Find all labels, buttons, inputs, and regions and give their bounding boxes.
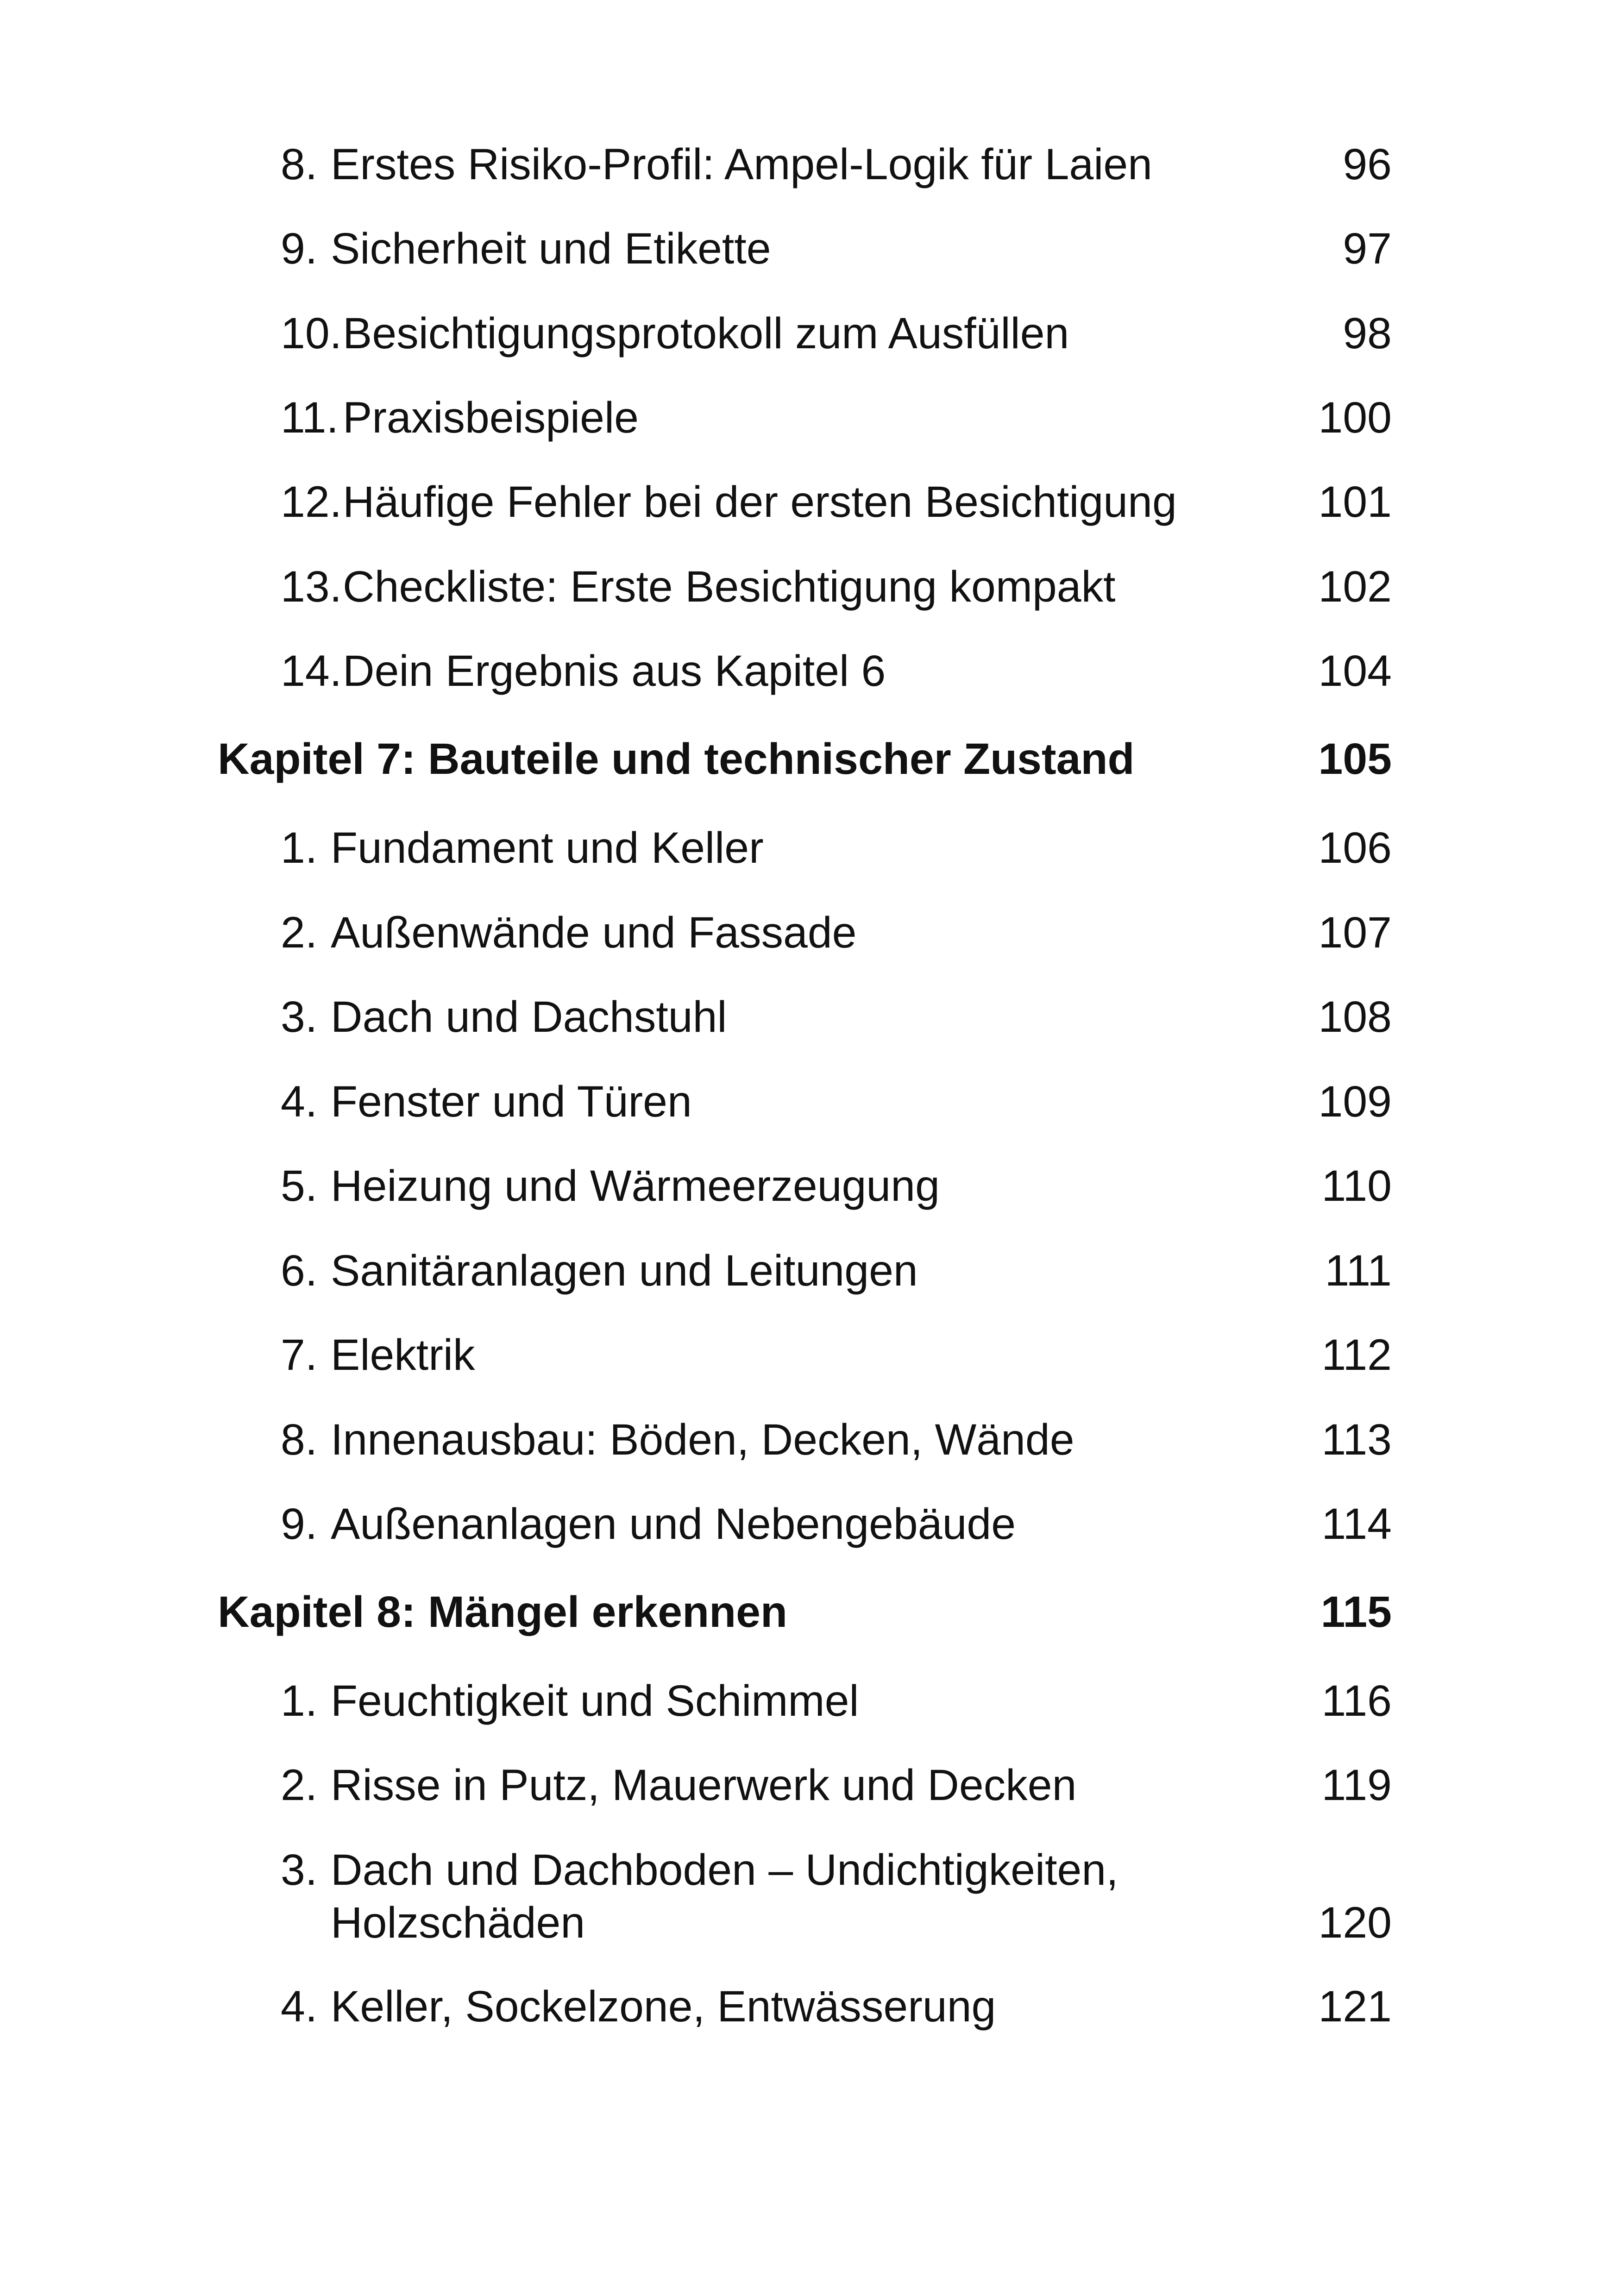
entry-number: 2. (281, 908, 318, 957)
chapter-title: Kapitel 8: Mängel erkennen (218, 1587, 788, 1637)
entry-number: 13. (281, 562, 342, 611)
entry-page-number: 114 (1321, 1499, 1392, 1549)
entry-page-number: 104 (1318, 646, 1392, 696)
entry-number: 6. (281, 1246, 318, 1295)
entry-title: Sicherheit und Etikette (331, 224, 771, 273)
entry-page-number: 106 (1318, 823, 1392, 872)
entry-number: 11. (281, 393, 339, 442)
entry-title: Risse in Putz, Mauerwerk und Decken (331, 1761, 1077, 1810)
entry-page-number: 98 (1343, 309, 1392, 358)
entry-title: Keller, Sockelzone, Entwässerung (331, 1982, 996, 2031)
entry-title: Sanitäranlagen und Leitungen (331, 1246, 918, 1295)
entry-title: Erstes Risiko-Profil: Ampel-Logik für Laien (331, 140, 1153, 189)
entry-number: 1. (281, 1676, 318, 1725)
entry-page-number: 120 (1318, 1898, 1392, 1947)
entry-title: Praxisbeispiele (343, 393, 639, 442)
entry-page-number: 102 (1318, 562, 1392, 611)
entry-number: 12. (281, 477, 342, 527)
entry-page-number: 110 (1321, 1161, 1392, 1211)
entry-number: 1. (281, 823, 318, 872)
entry-title: Dach und Dachboden – Undichtigkeiten, Holzschäden (331, 1845, 1118, 1947)
entry-page-number: 111 (1325, 1246, 1392, 1295)
entry-number: 5. (281, 1161, 318, 1211)
entry-page-number: 108 (1318, 992, 1392, 1041)
entry-page-number: 112 (1321, 1330, 1392, 1380)
chapter-title: Kapitel 7: Bauteile und technischer Zustand (218, 734, 1135, 784)
entry-page-number: 116 (1321, 1676, 1392, 1725)
entry-title: Heizung und Wärmeerzeugung (331, 1161, 940, 1211)
entry-title: Innenausbau: Böden, Decken, Wände (331, 1415, 1074, 1464)
entry-number: 9. (281, 1499, 318, 1549)
entry-page-number: 97 (1343, 224, 1392, 273)
entry-page-number: 121 (1318, 1982, 1392, 2031)
entry-title: Außenwände und Fassade (331, 908, 857, 957)
entry-number: 9. (281, 224, 318, 273)
entry-title: Dach und Dachstuhl (331, 992, 727, 1041)
entry-page-number: 109 (1318, 1077, 1392, 1126)
entry-number: 8. (281, 1415, 318, 1464)
entry-number: 7. (281, 1330, 318, 1380)
entry-page-number: 101 (1318, 477, 1392, 527)
entry-number: 4. (281, 1982, 318, 2031)
entry-number: 10. (281, 309, 342, 358)
entry-page-number: 119 (1321, 1761, 1392, 1810)
entry-number: 4. (281, 1077, 318, 1126)
entry-title: Besichtigungsprotokoll zum Ausfüllen (343, 309, 1069, 358)
entry-title: Außenanlagen und Nebengebäude (331, 1499, 1016, 1549)
entry-title: Fenster und Türen (331, 1077, 692, 1126)
entry-page-number: 107 (1318, 908, 1392, 957)
entry-number: 14. (281, 646, 342, 696)
chapter-page-number: 115 (1320, 1587, 1392, 1637)
entry-page-number: 96 (1343, 140, 1392, 189)
entry-title: Dein Ergebnis aus Kapitel 6 (343, 646, 886, 696)
entry-page-number: 100 (1318, 393, 1392, 442)
entry-number: 3. (281, 992, 318, 1041)
entry-number: 3. (281, 1845, 318, 1895)
entry-title: Fundament und Keller (331, 823, 764, 872)
entry-number: 2. (281, 1761, 318, 1810)
entry-title: Elektrik (331, 1330, 475, 1380)
entry-page-number: 113 (1321, 1415, 1392, 1464)
chapter-page-number: 105 (1318, 734, 1392, 784)
entry-number: 8. (281, 140, 318, 189)
entry-title: Häufige Fehler bei der ersten Besichtigung (343, 477, 1177, 527)
entry-title: Checkliste: Erste Besichtigung kompakt (343, 562, 1116, 611)
entry-title: Feuchtigkeit und Schimmel (331, 1676, 859, 1725)
